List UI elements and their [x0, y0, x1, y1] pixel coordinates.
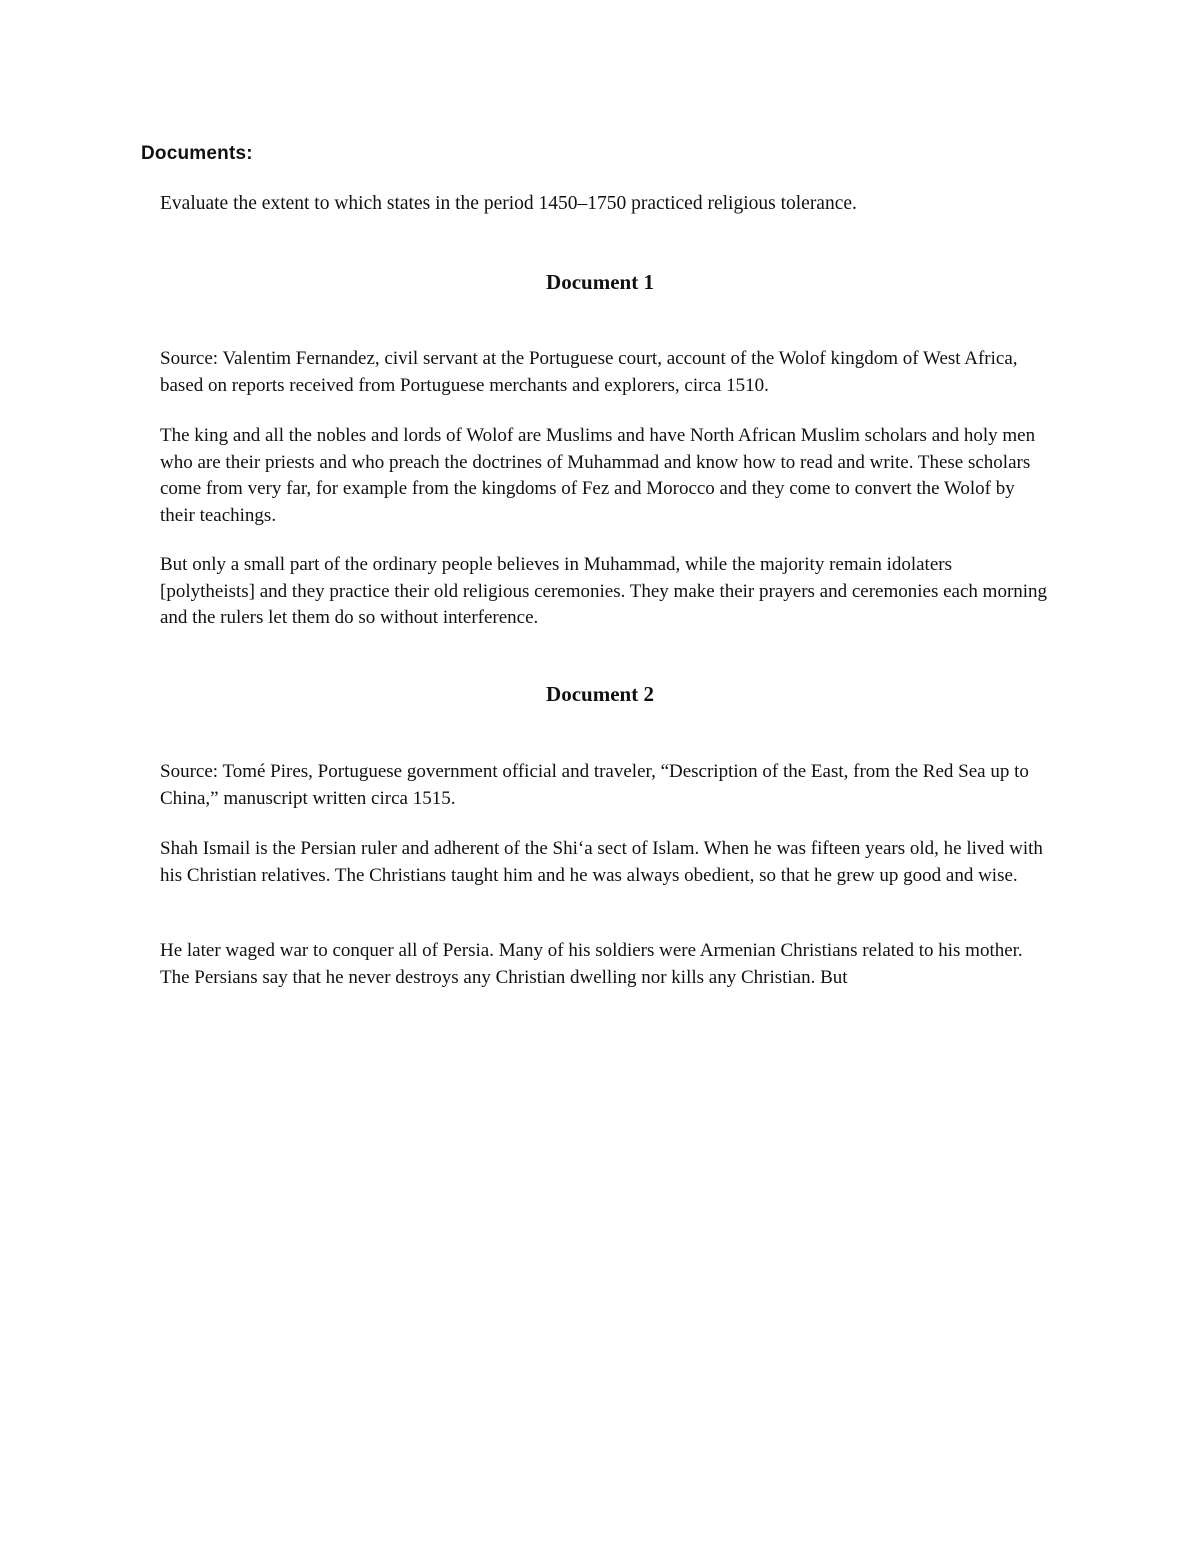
- document-2-source: Source: Tomé Pires, Portuguese government official and traveler, “Description of the East, from the Red Sea up to China,” manuscript written circa 1515.: [160, 761, 1029, 809]
- document-2-paragraph-2: He later waged war to conquer all of Persia. Many of his soldiers were Armenian Christians related to his mother. The Persians say that he never destroys any Christian dwelling nor kills any Christian. But: [160, 940, 1023, 988]
- document-2-heading: Document 2: [546, 682, 654, 706]
- essay-prompt: Evaluate the extent to which states in the period 1450–1750 practiced religious tolerance.: [160, 193, 857, 214]
- document-1-source: Source: Valentim Fernandez, civil servant at the Portuguese court, account of the Wolof kingdom of West Africa, based on reports received from Portuguese merchants and explorers, circa 1510.: [160, 348, 1018, 396]
- document-1-paragraph-1: The king and all the nobles and lords of Wolof are Muslims and have North African Muslim scholars and holy men who are their priests and who preach the doctrines of Muhammad and know how to read and write. These scholars come from very far, for example from the kingdoms of Fez and Morocco and they come to convert the Wolof by their teachings.: [160, 425, 1036, 526]
- document-1-heading: Document 1: [546, 270, 654, 294]
- document-1-paragraph-2: But only a small part of the ordinary people believes in Muhammad, while the majority remain idolaters [polytheists] and they practice their old religious ceremonies. They make their prayers and ceremonies each morning and the rulers let them do so without interference.: [160, 554, 1048, 628]
- section-label: Documents:: [141, 143, 253, 164]
- document-2-paragraph-1: Shah Ismail is the Persian ruler and adherent of the Shi‘a sect of Islam. When he was fifteen years old, he lived with his Christian relatives. The Christians taught him and he was always obedient, so that he grew up good and wise.: [160, 838, 1043, 886]
